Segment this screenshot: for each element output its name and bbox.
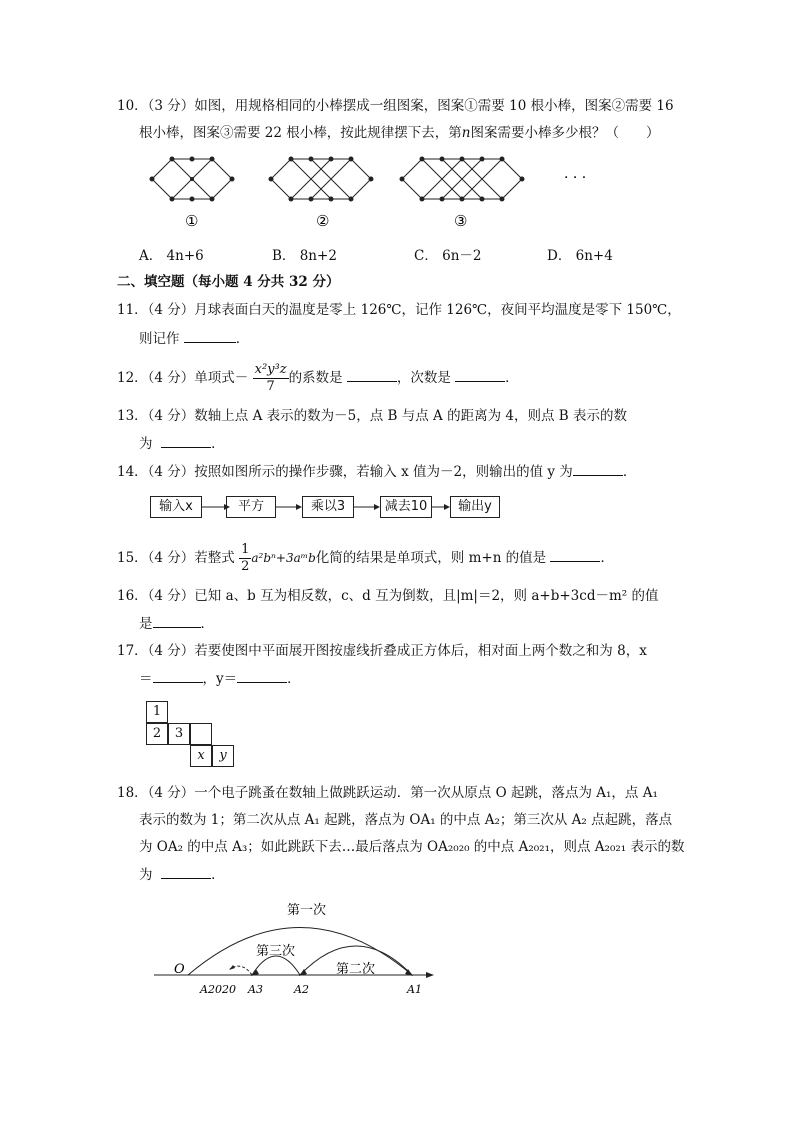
q17-line2: ＝ ，y＝ ．: [139, 668, 301, 689]
q17-line1: 17．（4 分）若要使图中平面展开图按虚线折叠成正方体后，相对面上两个数之和为 8，x: [117, 643, 647, 659]
jump-3-label: 第三次: [256, 944, 296, 959]
point-a2-label: A2: [294, 983, 309, 996]
q10-line2-end: 图案需要小棒多少根？（ ）: [470, 125, 660, 141]
flow-step-input: 输入x: [150, 496, 202, 518]
q12-degree-blank[interactable]: [455, 367, 505, 382]
q10-option-a: A． 4n+6: [139, 248, 204, 264]
flow-step-subtract: 减去10: [380, 496, 432, 518]
q14-line: 14．（4 分）按照如图所示的操作步骤，若输入 x 值为－2，则输出的值 y 为 ．: [117, 461, 636, 482]
fig-ellipsis: · · ·: [564, 170, 587, 186]
fig-label-1: ①: [185, 212, 199, 230]
q18-line3: 为 OA₂ 的中点 A₃；如此跳跃下去…最后落点为 OA₂₀₂₀ 的中点 A₂₀₂₁，则点 A₂₀₂₁ 表示的数: [139, 839, 685, 855]
q14-answer-blank[interactable]: [573, 461, 623, 476]
jump-2-label: 第二次: [336, 962, 376, 977]
q18-line4: 为 ．: [139, 864, 225, 885]
point-a3-label: A3: [248, 983, 263, 996]
flow-step-multiply: 乘以3: [302, 496, 354, 518]
pattern-1: [150, 157, 234, 201]
q12-line: 12．（4 分）单项式－ $\frac{\text{x²y³z}}{7}$ 的系数是 ，次数是 ．: [117, 362, 519, 394]
q16-line1: 16．（4 分）已知 a、b 互为相反数，c、d 互为倒数，且|m|＝2，则 a+b+3cd－m² 的值: [117, 588, 659, 604]
q15-line: 15．（4 分）若整式 $\frac{1}{2}$ a²bⁿ+3aᵐb化简的结果是单项式，则 m+n 的值是 ．: [117, 542, 614, 574]
q10-option-d: D． 6n+4: [547, 248, 613, 264]
q10-figure: [140, 150, 610, 240]
origin-label: O: [174, 962, 185, 977]
point-a1-label: A1: [407, 983, 422, 996]
flow-step-square: 平方: [226, 496, 276, 518]
q18-answer-blank[interactable]: [161, 864, 211, 879]
section-2-heading: 二、填空题（每小题 4 分共 32 分）: [117, 274, 340, 290]
q18-line1: 18．（4 分）一个电子跳蚤在数轴上做跳跃运动．第一次从原点 O 起跳，落点为 A₁，点 A₁: [117, 785, 658, 801]
net-cell-y: y: [212, 745, 234, 767]
q17-y-blank[interactable]: [237, 668, 287, 683]
jump-1-arc: [188, 928, 412, 976]
q15-answer-blank[interactable]: [550, 547, 600, 562]
q13-line2: 为 ．: [139, 433, 225, 454]
q10-var-n: n: [461, 125, 471, 141]
net-cell-2: 2: [146, 723, 168, 745]
net-cell-3: 3: [168, 723, 190, 745]
q16-answer-blank[interactable]: [153, 613, 201, 628]
flow-arrows: [150, 496, 500, 520]
q11-line1: 11．（4 分）月球表面白天的温度是零上 126℃，记作 126℃，夜间平均温度是零下 150℃，: [117, 302, 681, 318]
q10-option-c: C． 6n－2: [414, 248, 482, 264]
q10-line1: 10．（3 分）如图，用规格相同的小棒摆成一组图案，图案①需要 10 根小棒，图案②需要 16: [117, 98, 674, 114]
number-line-arrow: [426, 972, 434, 978]
q15-fraction: $\frac{1}{2}$: [241, 542, 250, 574]
q18-line2: 表示的数为 1；第二次从点 A₁ 起跳，落点为 OA₁ 的中点 A₂；第三次从 A₂ 点起跳，落点: [139, 812, 673, 828]
q13-answer-blank[interactable]: [161, 433, 211, 448]
q10-option-b: B． 8n+2: [272, 248, 337, 264]
q16-line2: 是 ．: [139, 613, 214, 634]
q13-line1: 13．（4 分）数轴上点 A 表示的数为－5，点 B 与点 A 的距离为 4，则点 B 表示的数: [117, 408, 627, 424]
q11-line2: 则记作 ．: [139, 328, 249, 349]
net-cell-empty: [190, 723, 212, 745]
q10-line2: [139, 123, 659, 143]
q12-fraction: $\frac{\text{x²y³z}}{7}$: [254, 362, 287, 394]
flow-step-output: 输出y: [450, 496, 500, 518]
q17-x-blank[interactable]: [153, 668, 203, 683]
fig-label-2: ②: [316, 212, 330, 230]
net-cell-1: 1: [146, 701, 168, 723]
jump-1-label: 第一次: [287, 903, 327, 918]
q12-coefficient-blank[interactable]: [347, 367, 397, 382]
q10-line2-text: 根小棒，图案③需要 22 根小棒，按此规律摆下去，第: [139, 125, 462, 141]
point-a2020-label: A2020: [200, 983, 236, 996]
q18-figure: [150, 895, 450, 1000]
fig-label-3: ③: [454, 212, 468, 230]
pattern-3: [400, 157, 524, 201]
net-cell-x: x: [190, 745, 212, 767]
q15-expression: a²bⁿ+3aᵐb: [251, 551, 316, 565]
pattern-2: [269, 157, 373, 201]
q11-answer-blank[interactable]: [184, 328, 236, 343]
